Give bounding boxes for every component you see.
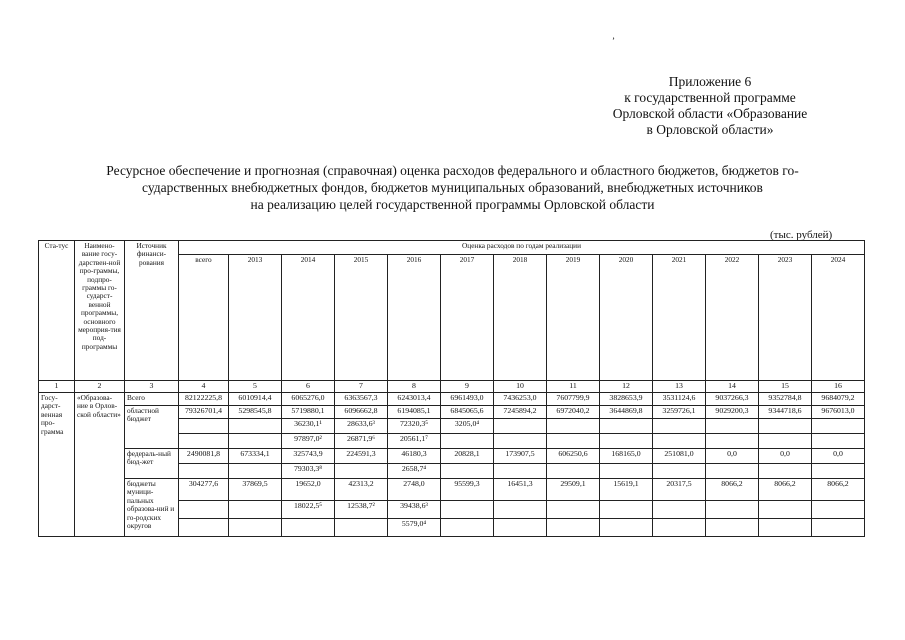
title-line-1: Ресурсное обеспечение и прогнозная (справочная) оценка расходов федерального и областного бюджетов, бюджетов го- <box>106 163 799 178</box>
value-cell <box>600 419 653 434</box>
value-cell: 8066,2 <box>812 479 865 501</box>
title-line-3: на реализацию целей государственной программы Орловской области <box>250 197 655 212</box>
header-year-8: 2020 <box>600 255 653 381</box>
value-cell: 2658,7⁴ <box>388 464 441 479</box>
value-cell: 95599,3 <box>441 479 494 501</box>
value-cell <box>706 501 759 519</box>
value-cell: 6961493,0 <box>441 393 494 406</box>
value-cell <box>600 434 653 449</box>
value-cell: 79303,3⁸ <box>282 464 335 479</box>
header-year-0: всего <box>179 255 229 381</box>
value-cell: 26871,9⁶ <box>335 434 388 449</box>
value-cell: 15619,1 <box>600 479 653 501</box>
value-cell <box>812 501 865 519</box>
column-number: 8 <box>388 381 441 393</box>
value-cell <box>653 519 706 537</box>
value-cell: 46180,3 <box>388 449 441 464</box>
header-program-name: Наимено-вание госу-дарствен-ной про-граммы, подпро-граммы го-сударст-венной программы, основного мероприя-тия под-программы <box>75 241 125 381</box>
source-cell: федераль-ный бюд-жет <box>125 449 179 479</box>
value-cell <box>653 501 706 519</box>
value-cell: 6243013,4 <box>388 393 441 406</box>
value-cell: 6972040,2 <box>547 406 600 419</box>
value-cell: 168165,0 <box>600 449 653 464</box>
value-cell <box>335 519 388 537</box>
value-cell: 20561,1⁷ <box>388 434 441 449</box>
value-cell <box>441 519 494 537</box>
table-row <box>39 449 865 464</box>
value-cell: 6096662,8 <box>335 406 388 419</box>
budget-table <box>38 240 865 537</box>
table-row <box>39 406 865 419</box>
column-number: 13 <box>653 381 706 393</box>
value-cell: 9684079,2 <box>812 393 865 406</box>
value-cell: 3828653,9 <box>600 393 653 406</box>
value-cell: 3205,0⁴ <box>441 419 494 434</box>
appendix-line-3: Орловской области «Образование <box>612 106 808 121</box>
value-cell: 20828,1 <box>441 449 494 464</box>
value-cell <box>179 464 229 479</box>
header-year-11: 2023 <box>759 255 812 381</box>
header-year-2: 2014 <box>282 255 335 381</box>
value-cell: 28633,6³ <box>335 419 388 434</box>
value-cell <box>547 501 600 519</box>
value-cell: 29509,1 <box>547 479 600 501</box>
value-cell <box>229 419 282 434</box>
column-number: 2 <box>75 381 125 393</box>
value-cell <box>179 501 229 519</box>
value-cell <box>812 434 865 449</box>
value-cell <box>441 501 494 519</box>
column-number: 10 <box>494 381 547 393</box>
units-label: (тыс. рублей) <box>770 229 833 241</box>
document-title <box>40 162 865 213</box>
value-cell: 3531124,6 <box>653 393 706 406</box>
value-cell <box>812 419 865 434</box>
value-cell: 39438,6³ <box>388 501 441 519</box>
value-cell: 9344718,6 <box>759 406 812 419</box>
header-year-4: 2016 <box>388 255 441 381</box>
program-name-cell: «Образова-ние в Орлов-ской области» <box>75 393 125 537</box>
column-number: 16 <box>812 381 865 393</box>
value-cell <box>179 419 229 434</box>
value-cell: 7245894,2 <box>494 406 547 419</box>
value-cell <box>706 464 759 479</box>
value-cell <box>547 419 600 434</box>
value-cell <box>600 519 653 537</box>
value-cell <box>229 501 282 519</box>
title-line-2: сударственных внебюджетных фондов, бюджетов муниципальных образований, внебюджетных источников <box>142 180 763 195</box>
corner-mark: ’ <box>612 36 615 46</box>
value-cell: 12538,7² <box>335 501 388 519</box>
value-cell: 72320,3⁵ <box>388 419 441 434</box>
value-cell: 0,0 <box>812 449 865 464</box>
value-cell: 5298545,8 <box>229 406 282 419</box>
value-cell: 9029200,3 <box>706 406 759 419</box>
value-cell: 304277,6 <box>179 479 229 501</box>
value-cell: 79326701,4 <box>179 406 229 419</box>
value-cell <box>441 434 494 449</box>
column-number: 15 <box>759 381 812 393</box>
value-cell <box>179 519 229 537</box>
header-year-9: 2021 <box>653 255 706 381</box>
value-cell: 3644869,8 <box>600 406 653 419</box>
value-cell <box>759 519 812 537</box>
value-cell <box>759 434 812 449</box>
value-cell: 7607799,9 <box>547 393 600 406</box>
value-cell: 173907,5 <box>494 449 547 464</box>
value-cell <box>653 434 706 449</box>
header-year-12: 2024 <box>812 255 865 381</box>
header-estimate-group: Оценка расходов по годам реализации <box>179 241 865 255</box>
value-cell <box>812 464 865 479</box>
value-cell: 5579,0⁴ <box>388 519 441 537</box>
value-cell <box>494 464 547 479</box>
column-number: 12 <box>600 381 653 393</box>
value-cell <box>335 464 388 479</box>
value-cell <box>759 501 812 519</box>
value-cell <box>229 434 282 449</box>
value-cell <box>600 501 653 519</box>
column-number: 5 <box>229 381 282 393</box>
column-number: 11 <box>547 381 600 393</box>
value-cell: 606250,6 <box>547 449 600 464</box>
header-year-7: 2019 <box>547 255 600 381</box>
header-source: Источник финанси-рования <box>125 241 179 381</box>
value-cell: 2490081,8 <box>179 449 229 464</box>
value-cell: 6010914,4 <box>229 393 282 406</box>
value-cell: 18022,5⁵ <box>282 501 335 519</box>
value-cell: 16451,3 <box>494 479 547 501</box>
value-cell <box>759 419 812 434</box>
value-cell <box>229 464 282 479</box>
value-cell: 325743,9 <box>282 449 335 464</box>
value-cell <box>653 419 706 434</box>
value-cell: 673334,1 <box>229 449 282 464</box>
value-cell: 3259726,1 <box>653 406 706 419</box>
value-cell: 42313,2 <box>335 479 388 501</box>
appendix-line-2: к государственной программе <box>624 90 796 105</box>
column-number: 3 <box>125 381 179 393</box>
column-number: 6 <box>282 381 335 393</box>
value-cell <box>706 419 759 434</box>
value-cell: 6194085,1 <box>388 406 441 419</box>
value-cell <box>706 519 759 537</box>
header-year-5: 2017 <box>441 255 494 381</box>
value-cell: 224591,3 <box>335 449 388 464</box>
value-cell: 97897,0² <box>282 434 335 449</box>
appendix-caption <box>560 74 860 138</box>
value-cell: 7436253,0 <box>494 393 547 406</box>
value-cell <box>547 519 600 537</box>
value-cell: 37869,5 <box>229 479 282 501</box>
header-year-1: 2013 <box>229 255 282 381</box>
value-cell: 20317,5 <box>653 479 706 501</box>
table-row <box>39 479 865 501</box>
value-cell: 6845065,6 <box>441 406 494 419</box>
value-cell: 6363567,3 <box>335 393 388 406</box>
value-cell <box>282 519 335 537</box>
status-cell: Госу-дарст-венная про-грамма <box>39 393 75 537</box>
value-cell <box>706 434 759 449</box>
value-cell: 36230,1¹ <box>282 419 335 434</box>
value-cell: 0,0 <box>706 449 759 464</box>
column-number: 1 <box>39 381 75 393</box>
table-row <box>39 393 865 406</box>
value-cell: 9037266,3 <box>706 393 759 406</box>
value-cell: 8066,2 <box>759 479 812 501</box>
source-cell: областной бюджет <box>125 406 179 449</box>
value-cell <box>494 434 547 449</box>
value-cell <box>494 419 547 434</box>
header-year-3: 2015 <box>335 255 388 381</box>
source-cell: Всего <box>125 393 179 406</box>
value-cell: 9676013,0 <box>812 406 865 419</box>
value-cell <box>494 519 547 537</box>
value-cell: 9352784,8 <box>759 393 812 406</box>
column-number: 9 <box>441 381 494 393</box>
value-cell: 8066,2 <box>706 479 759 501</box>
value-cell <box>547 434 600 449</box>
column-number: 7 <box>335 381 388 393</box>
header-status: Ста-тус <box>39 241 75 381</box>
value-cell: 2748,0 <box>388 479 441 501</box>
column-number: 4 <box>179 381 229 393</box>
header-year-6: 2018 <box>494 255 547 381</box>
source-cell: бюджеты муници-пальных образова-ний и го-родских округов <box>125 479 179 537</box>
column-number: 14 <box>706 381 759 393</box>
value-cell: 19652,0 <box>282 479 335 501</box>
value-cell: 5719880,1 <box>282 406 335 419</box>
header-year-10: 2022 <box>706 255 759 381</box>
value-cell <box>441 464 494 479</box>
value-cell: 6065276,0 <box>282 393 335 406</box>
value-cell <box>653 464 706 479</box>
value-cell: 82122225,8 <box>179 393 229 406</box>
value-cell <box>600 464 653 479</box>
value-cell <box>494 501 547 519</box>
appendix-line-1: Приложение 6 <box>668 74 752 89</box>
value-cell <box>759 464 812 479</box>
value-cell: 251081,0 <box>653 449 706 464</box>
appendix-line-4: в Орловской области» <box>646 122 774 137</box>
value-cell <box>547 464 600 479</box>
value-cell <box>179 434 229 449</box>
value-cell <box>812 519 865 537</box>
value-cell: 0,0 <box>759 449 812 464</box>
value-cell <box>229 519 282 537</box>
